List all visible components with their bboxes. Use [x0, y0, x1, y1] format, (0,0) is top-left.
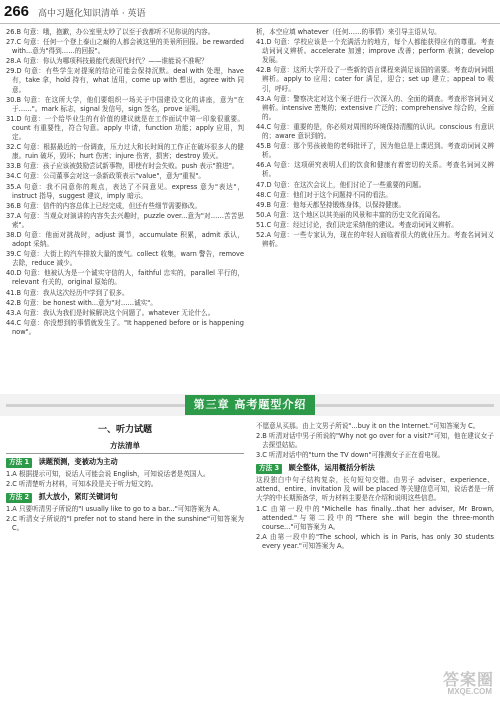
answer-item: 2.C 听清楚听力材料，可知本段是关于听力短文的。: [6, 479, 158, 488]
answer-item: 43.A 句意：警察决定对这个案子进行一次深入的、全面的调查。考查形容词词义辨析。intensive 密集的；extensive 广泛的；comprehensive 综合的，全面的。: [256, 94, 494, 121]
answer-item: 2.A 由第一段中的"The school, which is in Paris, has only 30 students every year."可知答案为 A。: [256, 532, 494, 550]
answer-item: 42.B 句意：be honest with...意为"对……诚实"。: [6, 298, 157, 307]
answer-item: 36.B 句意：信件的内容总体上已经完成，但还有些细节需要修改。: [6, 201, 202, 210]
answer-item: 1.A 根据提示可知，说话人可能会说 English，可知说话者是英国人。: [6, 469, 210, 478]
answer-item: 39.C 句意：大街上的汽车排放大量的废气。collect 收集，warn 警告，remove 去除，reduce 减少。: [6, 250, 244, 268]
answer-item: 35.A 句意：我不同意你的观点，表达了不同意见。express 意为"表达"，instruct 指导，suggest 建议，imply 暗示。: [6, 182, 244, 200]
chapter-banner: [0, 394, 500, 416]
answer-item: 34.C 句意：公司董事会对这一条新政策表示"value"，意为"重视"。: [6, 172, 205, 181]
page-header: [0, 0, 500, 24]
answer-item: 47.D 句意：在这次会议上，他们讨论了一些重要的问题。: [256, 180, 426, 189]
answer-item: 29.D 句意：有些学生对提案的结论可能会保持沉默。deal with 处理，have 有，take 拿，hold 持有，what 适用，come up with 想出，agree with 同意。: [6, 67, 244, 94]
answer-item: 37.A 句意：当观众对演讲的内容失去兴趣时，puzzle over...意为"对……苦苦思索"。: [6, 211, 244, 229]
method-heading: [256, 463, 494, 474]
watermark-url: MXQE.COM: [447, 687, 492, 696]
answer-item: 44.C 句意：你没想到的事情就发生了。"It happened before or is happening now"。: [6, 318, 244, 336]
page-number: 266: [4, 3, 30, 20]
method-label: 读题预测，变被动为主动: [38, 457, 118, 466]
chapter-title: 第三章 高考题型介绍: [185, 395, 315, 415]
section-title: 一、听力试题: [97, 425, 152, 435]
answer-item: 析，本空应填 whatever（任何……的事情）来引导主语从句。: [256, 28, 441, 36]
right-column-answers: [256, 28, 494, 250]
watermark-text: 答案圈: [442, 670, 494, 689]
answer-item: 44.C 句意：重要的是，你必须对周围的环境保持清醒的认识。conscious 有意识的；aware 意识到的。: [256, 122, 494, 141]
method-heading: [6, 457, 244, 468]
method-tag: 方法 3: [256, 464, 282, 474]
method-label: 顾全整体，运用概括分析法: [288, 463, 375, 473]
running-title: 高中习题化知识清单 · 英语: [38, 9, 146, 19]
answer-item: 3.C 听清对话中的"turn the TV down"可推测女子正在看电视。: [256, 451, 445, 460]
answer-item: 27.C 句意：任何一个登上泰山之巅的人都会被这里的美景所回报。be rewarded with...意为"得到……的回报"。: [6, 38, 244, 56]
answer-item: 2.C 听清女子所说的"I prefer not to stand here in the sunshine"可知答案为 C。: [6, 515, 244, 533]
answer-item: 38.D 句意：他面对挑战时，adjust 调节，accumulate 积累，admit 承认，adopt 采纳。: [6, 230, 244, 249]
answer-item: 49.B 句意：他每天都坚持锻炼身体，以保持健康。: [256, 200, 405, 209]
method-explanation: 这段独白中句子结构复杂，长句短句交错。由男子 adviser、experience、attend、entire、invitation 及 will be placed 等关键信息可知，说话者是一所大学的中长期预备学，听力材料主要是在介绍和说明这些信息。: [256, 476, 494, 503]
answer-item: 32.C 句意：根据最近的一份调查，压力过大和长时间的工作正在破坏很多人的健康。ruin 破坏，毁坏；hurt 伤害；injure 伤害，损害；destroy 毁灭。: [6, 143, 244, 161]
answer-item: 51.C 句意：经过讨论，我们决定采纳他的建议。考查动词词义辨析。: [256, 220, 458, 229]
method-tag: 方法 1: [6, 458, 32, 468]
answer-item: 45.B 句意：那个男孩被他的老师批评了，因为他总是上课迟到。考查动词词义辨析。: [256, 142, 494, 160]
answer-item: 42.B 句意：这所大学开设了一些新的语言课程来满足该国的需要。考查动词词组辨析。apply to 应用；cater for 满足，迎合；set up 建立；appeal to 吸引，呼吁。: [256, 66, 494, 93]
answer-item: 26.B 句意：哦，抱歉，办公室里太吵了以至于我都听不见你说的内容。: [6, 28, 215, 36]
left-column-answers: [6, 28, 244, 338]
method-label: 抓大放小，紧盯关键词句: [38, 492, 118, 502]
answer-item: 28.A 句意：你认为哪项科技最能代表现代时代？——谁能说不准呢？: [6, 57, 208, 66]
answer-item: 1.C 由第一段中的"Michelle has finally...that her adviser, Mr Brown, attended."与第二段中的"There she will begin the three-month course..."可知答案为 A。: [256, 504, 494, 531]
watermark: [404, 667, 494, 701]
answer-item: 40.D 句意：他被认为是一个诚实守信的人，faithful 忠实的，parallel 平行的，relevant 有关的，original 原始的。: [6, 269, 244, 287]
answer-item: 31.D 句意：一个给毕业生的有价值的建议就是在工作面试中第一印象很重要。count 有重要性，符合句意。apply 申请，function 功能；apply 应用，判定。: [6, 114, 244, 142]
answer-item: 30.B 句意：在这所大学，他们要组织一场关于中国建设文化的讲座，意为"在于……"。mark 标志，signal 发信号，sign 签名，prove 证明。: [6, 95, 244, 113]
answer-item: 48.C 句意：他们对于这个问题持不同的看法。: [256, 190, 392, 199]
answer-item: 46.A 句意：这项研究表明人们的饮食和健康有着密切的关系。考查名词词义辨析。: [256, 161, 494, 179]
answer-item: 52.A 句意：一些专家认为，现在的年轻人面临着很大的就业压力。考查名词词义辨析。: [256, 230, 494, 249]
method-tag: 方法 2: [6, 493, 32, 503]
answer-item: 50.A 句意：这个地区以其美丽的风景和丰富的历史文化而闻名。: [256, 210, 445, 219]
method-list-title: 方法清单: [6, 441, 244, 455]
answer-item: 不愿意从买那。由上文男子所说"...buy it on the Internet."可知答案为 C。: [256, 422, 480, 430]
answer-item: 41.D 句意：学校应该是一个充满活力的地方，每个人都能获得应有的尊重。考查动词词义辨析。accelerate 加速；improve 改善；perform 表演；develop 发展。: [256, 38, 494, 65]
method-heading: [6, 492, 244, 503]
answer-item: 43.A 句意：我认为我们是时候解决这个问题了。whatever 无论什么。: [6, 308, 215, 317]
listening-section: [6, 422, 244, 534]
answer-item: 2.B 听清对话中男子所说的"Why not go over for a visit?"可知，他在建议女子去探望姑姑。: [256, 432, 494, 450]
answer-item: 33.B 句意：孩子应该被鼓励尝试新事物，即使有时会失败。push 表示"推进"。: [6, 162, 239, 171]
answer-item: 41.B 句意：我从这次经历中学到了很多。: [6, 288, 129, 297]
listening-section-continued: [256, 422, 494, 552]
answer-item: 1.A 只要听清男子所说的"I usually like to go to a bar..."可知答案为 A。: [6, 504, 224, 513]
